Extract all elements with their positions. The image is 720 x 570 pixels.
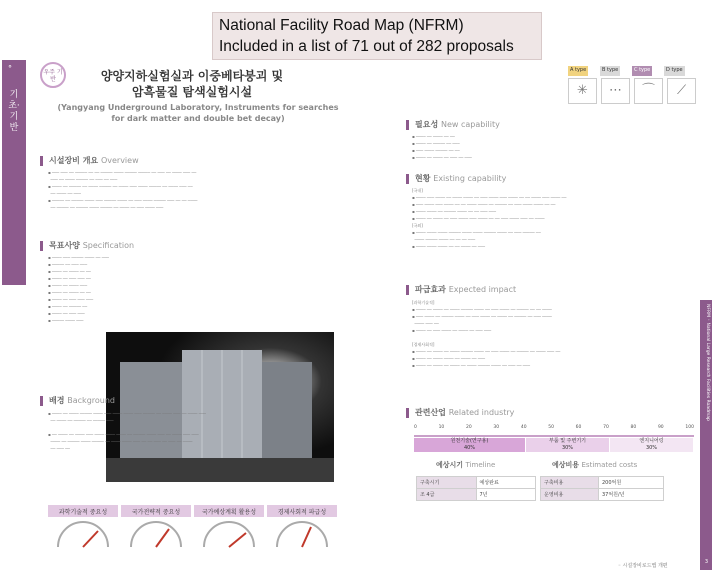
header-line-2: Included in a list of 71 out of 282 proposals bbox=[219, 38, 514, 55]
overview-heading bbox=[40, 156, 139, 166]
costs-heading-ko: 예상비용 bbox=[552, 461, 580, 469]
segment-label: 엔지니어링 bbox=[639, 438, 664, 444]
roadmap-vertical-bar bbox=[700, 300, 712, 570]
table-cell: 구축비용 bbox=[541, 477, 599, 489]
dial-economic-label: 경제사회적 파급성 bbox=[267, 505, 337, 517]
type-tag-a: A type bbox=[568, 66, 588, 76]
necessity-heading-ko: 필요성 bbox=[415, 120, 439, 129]
costs-heading bbox=[552, 460, 637, 470]
overview-text: ▪ ─── ─── ── ───── ── ── ───── ──── ───── ───── ── ─── ── ──── ─── ── ─── ── ──── ───── ── ─── ── ─── ▪ ──── ── ───── ── ──── ───── ── ──── ─── ──── ───── ── ──── ─── ── ── ──── ── ─── ▪ ───── ── ───── ──── ─── ───── ──── ── ─── ──── ───── ─── ── ── ──── ── ───── ── ───── ──── ───── ── ──── ── ─── ──── ─── bbox=[48, 170, 198, 210]
table-row bbox=[541, 477, 664, 489]
industry-heading-ko: 관련산업 bbox=[415, 408, 446, 417]
industry-heading-en: Related industry bbox=[448, 408, 515, 417]
table-row bbox=[417, 477, 536, 489]
facility-logo: 우주 기반 bbox=[40, 62, 66, 88]
overview-heading-ko: 시설장비 개요 bbox=[49, 156, 99, 165]
axis-tick-label: 90 bbox=[657, 425, 664, 430]
header-line-1: National Facility Road Map (NFRM) bbox=[219, 17, 464, 34]
document-page bbox=[2, 50, 718, 569]
spec-text: ▪ ──── ─── ───── ──── ── ─── ▪ ───── ── ─── ─── ▪ ──── ── ──── ── ── ▪ ──── ── ─── ─── ── ▪ ──── ── ──── ─── ▪ ──── ── ──── ── ── ▪ ──── ── ─── ─── ─── ▪ ──── ── ───── ── ▪ ──── ── ─── ─── ▪ ───── ──── ─── bbox=[48, 255, 109, 323]
gauge-icon bbox=[267, 517, 337, 551]
necessity-heading bbox=[406, 120, 500, 130]
side-tab-dot: ° bbox=[8, 64, 12, 73]
side-tab-label: 기초·기반 bbox=[8, 90, 20, 133]
scatter-icon: ⟋ bbox=[667, 78, 696, 104]
type-tag-c: C type bbox=[632, 66, 652, 76]
axis-tick-label: 0 bbox=[414, 425, 417, 430]
english-title-line-1: (Yangyang Underground Laboratory, Instruments for searches bbox=[57, 103, 339, 112]
gauge-icon bbox=[48, 517, 118, 551]
industry-heading bbox=[406, 408, 514, 418]
page-number: 3 bbox=[704, 559, 708, 565]
english-title bbox=[48, 102, 348, 124]
dial-usability-label: 국가예상계획 활용성 bbox=[194, 505, 264, 517]
industry-bar-segment bbox=[526, 438, 610, 452]
segment-value: 40% bbox=[463, 445, 476, 451]
curve-icon: ⌒ bbox=[634, 78, 663, 104]
background-heading-en: Background bbox=[67, 396, 115, 405]
timeline-heading bbox=[436, 460, 495, 470]
spec-heading-en: Specification bbox=[82, 241, 135, 250]
korean-title bbox=[82, 68, 302, 100]
background-heading-ko: 배경 bbox=[49, 396, 65, 405]
impact-heading-ko: 파급효과 bbox=[415, 285, 446, 294]
starburst-icon: ✳ bbox=[568, 78, 597, 104]
gauge-icon bbox=[194, 517, 264, 551]
status-heading bbox=[406, 174, 506, 184]
gauge-icon bbox=[121, 517, 191, 551]
background-text: ▪ ──── ── ──── ───── ──── ─── ──── ──── ─── ───── ── ──── ─── ── ──── ─── ── ──── ── ───── ── ───── ─── ▪ ── ──── ── ──── ─── ──── ──── ──── ── ───── ──── ─── ── ──── ─── ─── ──── ── ───── ──── ───── ── ──── ──── ─── ── ── ─── ── ─── ── ──── ── ─── ── bbox=[48, 411, 206, 451]
type-tag-b: B type bbox=[600, 66, 620, 76]
table-row bbox=[541, 489, 664, 501]
table-row bbox=[417, 489, 536, 501]
dial-scientific-label: 과학기술적 중요성 bbox=[48, 505, 118, 517]
axis-tick-label: 40 bbox=[520, 425, 527, 430]
dial-usability bbox=[194, 505, 264, 551]
dial-strategic-label: 국가전략적 중요성 bbox=[121, 505, 191, 517]
overview-heading-en: Overview bbox=[100, 156, 139, 165]
table-cell: 7년 bbox=[476, 489, 536, 501]
table-cell: 37억원/년 bbox=[598, 489, 663, 501]
vertical-label: NFRM ◦ National Large Research Facilities Roadmap bbox=[705, 304, 710, 421]
industry-bar-segment bbox=[610, 438, 694, 452]
table-cell: 200억원 bbox=[598, 477, 663, 489]
axis-tick-label: 60 bbox=[575, 425, 582, 430]
impact-heading bbox=[406, 285, 516, 295]
status-text: [국내] ▪ ──── ─── ──── ── ──── ──── ── ─── ──── ─── ──── ── ── ──── ─── ──── ── ▪ ─── ──── ─── ──── ── ── ──── ──── ── ───── ── ─── ──── ──── ── ── ▪ ──── ──── ── ───── ──── ── ── ─── ─── ▪ ──── ── ──── ── ─── ──── ─── ──── ── ── ─── ──── ─── ── ──── [국외] ▪ ──── ──── ──── ───── ──── ──── ───── ──── ── ─── ───── ── ──── ───── ──── ── ── ── ─── ▪ ──── ──── ──── ── ── ──── ── ─── bbox=[412, 188, 567, 249]
necessity-heading-en: New capability bbox=[440, 120, 500, 129]
status-heading-en: Existing capability bbox=[433, 174, 507, 183]
axis-tick-label: 80 bbox=[630, 425, 637, 430]
category-side-tab bbox=[2, 60, 26, 285]
footer-note: ◦ 시설장비로드맵 개편 bbox=[618, 563, 668, 569]
table-cell: 조 4급 bbox=[417, 489, 477, 501]
spec-heading-ko: 목표사양 bbox=[49, 241, 80, 250]
timeline-table bbox=[416, 476, 536, 501]
axis-tick-label: 20 bbox=[465, 425, 472, 430]
network-icon: ⋯ bbox=[601, 78, 630, 104]
status-heading-ko: 현황 bbox=[415, 174, 431, 183]
timeline-heading-ko: 예상시기 bbox=[436, 461, 464, 469]
industry-bar-segment bbox=[414, 438, 526, 452]
axis-tick-label: 100 bbox=[685, 425, 694, 430]
axis-tick-label: 30 bbox=[493, 425, 500, 430]
segment-value: 30% bbox=[645, 445, 658, 451]
table-cell: 구축시기 bbox=[417, 477, 477, 489]
axis-tick-label: 70 bbox=[603, 425, 609, 430]
importance-dials bbox=[48, 505, 336, 551]
type-icons bbox=[568, 78, 696, 104]
korean-title-line-2: 암흑물질 탐색실험시설 bbox=[131, 85, 253, 99]
industry-bar bbox=[414, 438, 694, 452]
timeline-heading-en: Timeline bbox=[465, 461, 496, 469]
english-title-line-2: for dark matter and double bet decay) bbox=[111, 114, 285, 123]
dial-scientific bbox=[48, 505, 118, 551]
industry-axis-line bbox=[414, 435, 694, 437]
industry-axis bbox=[414, 425, 694, 430]
spec-heading bbox=[40, 241, 134, 251]
type-tag-d: D type bbox=[664, 66, 685, 76]
dial-strategic bbox=[121, 505, 191, 551]
dial-economic bbox=[267, 505, 337, 551]
axis-tick-label: 10 bbox=[438, 425, 445, 430]
impact-heading-en: Expected impact bbox=[448, 285, 517, 294]
segment-label: 원천기술(연구용) bbox=[450, 438, 489, 444]
impact-text: [과학기술적] ▪ ──── ── ──── ── ──── ───── ──── ── ─── ──── ── ───── ── ── ──── ▪ ─── ──── ── ───── ──── ── ─── ──── ── ──── ── ───── ── ─── ──── ──── ─── ── ▪ ──── ── ─── ──── ── ──── ── ─── ─── [경제사회적] ▪ ──── ── ──── ── ──── ───── ──── ── ─── ──── ── ───── ── ──── ─── ── ▪ ──── ── ──── ──── ── ──── ── ─── ▪ ──── ── ──── ── ──── ── ──── ───── ──── ── ─── ── ─── bbox=[412, 300, 561, 368]
necessity-text: ▪ ──── ── ──── ── ── ▪ ──── ── ───── ── ─── ▪ ─── ──── ───── ── ── ▪ ──── ── ──── ── ─── ── ─── bbox=[412, 134, 472, 160]
table-cell: 예상완료 bbox=[476, 477, 536, 489]
korean-title-line-1: 양양지하실험실과 이중베타붕괴 및 bbox=[100, 69, 284, 83]
costs-heading-en: Estimated costs bbox=[581, 461, 638, 469]
background-heading bbox=[40, 396, 115, 406]
table-cell: 운영비용 bbox=[541, 489, 599, 501]
segment-label: 부품 및 주변기기 bbox=[549, 438, 586, 444]
segment-value: 30% bbox=[561, 445, 574, 451]
axis-tick-label: 50 bbox=[548, 425, 554, 430]
costs-table bbox=[540, 476, 664, 501]
